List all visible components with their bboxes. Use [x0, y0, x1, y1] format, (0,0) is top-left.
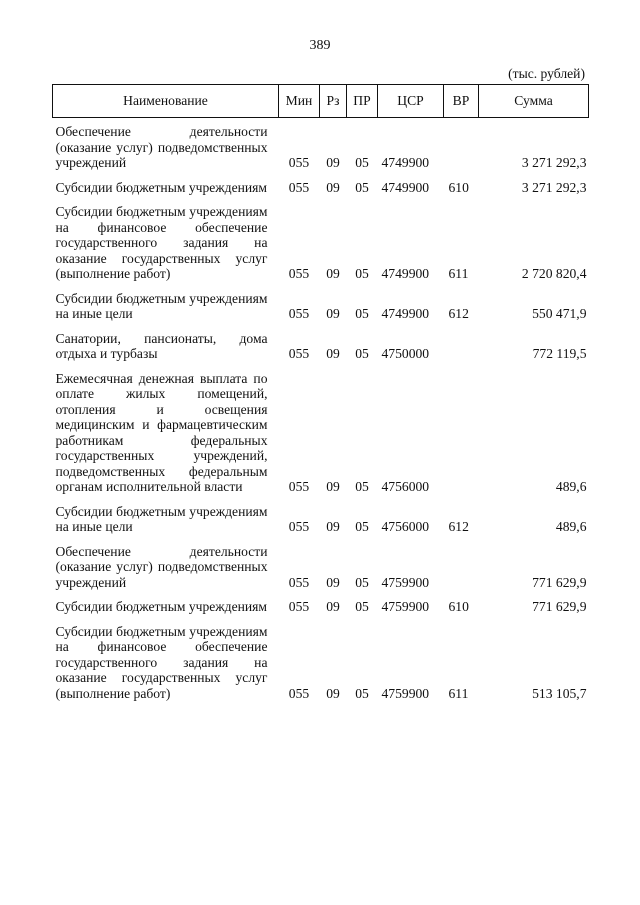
row-rz: 09: [326, 155, 340, 170]
row-min: 055: [288, 479, 310, 494]
row-name-text: Субсидии бюджетным учреждениям: [55, 599, 268, 614]
table-row: [53, 371, 589, 504]
row-csr: 4759900: [381, 685, 430, 701]
row-rz: 09: [326, 479, 340, 494]
row-sum: 3 271 292,3: [521, 155, 587, 170]
row-name: [53, 624, 279, 711]
row-csr: 4750000: [381, 346, 430, 361]
row-min: 055: [288, 179, 310, 195]
row-pr: 05: [355, 685, 369, 701]
row-name-text: Субсидии бюджетным учреждениям на иные цели: [55, 290, 268, 321]
row-vr: 612: [448, 306, 469, 321]
row-pr: 05: [355, 479, 369, 494]
table-row: [53, 331, 589, 371]
row-csr: 4749900: [381, 155, 430, 170]
row-rz: 09: [326, 599, 340, 614]
row-rz: 09: [326, 306, 340, 321]
row-vr: [444, 331, 479, 371]
row-name-text: Обеспечение деятельности (оказание услуг) подведомственных учреждений: [55, 543, 268, 590]
row-name: [53, 118, 279, 180]
row-sum: 3 271 292,3: [521, 179, 587, 195]
row-vr: [444, 544, 479, 600]
table-row: [53, 180, 589, 205]
header-name: Наименование: [53, 85, 279, 118]
row-name-text: Субсидии бюджетным учреждениям на иные цели: [55, 503, 268, 534]
page-number: 389: [309, 38, 331, 53]
row-pr: 05: [355, 155, 369, 170]
row-sum: 771 629,9: [532, 574, 587, 590]
row-csr: 4759900: [381, 574, 430, 590]
row-rz: 09: [326, 346, 340, 361]
row-min: 055: [288, 574, 310, 590]
row-vr: 611: [448, 685, 469, 701]
row-vr: 612: [448, 519, 469, 534]
row-csr: 4756000: [381, 519, 430, 534]
row-sum: 489,6: [555, 519, 587, 534]
row-rz: 09: [326, 266, 340, 281]
table-row: [53, 204, 589, 291]
row-vr: [444, 118, 479, 180]
table-header-row: [53, 85, 589, 118]
row-csr: 4749900: [381, 306, 430, 321]
row-vr: 610: [448, 599, 469, 614]
row-rz: 09: [326, 685, 340, 701]
row-name: [53, 504, 279, 544]
row-pr: 05: [355, 346, 369, 361]
table-row: [53, 544, 589, 600]
table-row: [53, 504, 589, 544]
row-pr: 05: [355, 574, 369, 590]
row-sum: 2 720 820,4: [521, 266, 587, 281]
row-name: [53, 371, 279, 504]
row-vr: 610: [448, 179, 469, 195]
row-name: [53, 204, 279, 291]
row-rz: 09: [326, 574, 340, 590]
row-name-text: Субсидии бюджетным учреждениям на финансовое обеспечение государственного задания на оказание государственных услуг (выполнение работ): [55, 623, 268, 701]
row-min: 055: [288, 519, 310, 534]
header-min: Мин: [279, 85, 320, 118]
row-sum: 772 119,5: [532, 346, 587, 361]
row-rz: 09: [326, 519, 340, 534]
row-rz: 09: [326, 179, 340, 195]
row-pr: 05: [355, 179, 369, 195]
row-name: [53, 331, 279, 371]
table-row: [53, 599, 589, 624]
row-pr: 05: [355, 599, 369, 614]
row-min: 055: [288, 155, 310, 170]
row-name-text: Субсидии бюджетным учреждениям на финансовое обеспечение государственного задания на оказание государственных услуг (выполнение работ): [55, 204, 268, 281]
units-note: (тыс. рублей): [508, 66, 585, 81]
header-sum: Сумма: [479, 85, 589, 118]
row-name: [53, 180, 279, 205]
row-name-text: Субсидии бюджетным учреждениям: [55, 179, 268, 195]
row-sum: 771 629,9: [532, 599, 587, 614]
table-row: [53, 291, 589, 331]
row-pr: 05: [355, 266, 369, 281]
row-sum: 550 471,9: [532, 306, 587, 321]
table-row: [53, 118, 589, 180]
row-name: [53, 291, 279, 331]
row-min: 055: [288, 599, 310, 614]
row-name-text: Санатории, пансионаты, дома отдыха и турбазы: [55, 330, 268, 361]
table-row: [53, 624, 589, 711]
row-csr: 4759900: [381, 599, 430, 614]
budget-table: [52, 84, 589, 710]
header-csr: ЦСР: [378, 85, 444, 118]
row-name: [53, 599, 279, 624]
row-vr: [444, 371, 479, 504]
row-csr: 4749900: [381, 266, 430, 281]
row-min: 055: [288, 306, 310, 321]
row-pr: 05: [355, 306, 369, 321]
row-csr: 4756000: [381, 479, 430, 494]
row-name-text: Обеспечение деятельности (оказание услуг) подведомственных учреждений: [55, 124, 268, 170]
row-min: 055: [288, 346, 310, 361]
header-pr: ПР: [347, 85, 378, 118]
row-name: [53, 544, 279, 600]
row-min: 055: [288, 685, 310, 701]
row-vr: 611: [448, 266, 469, 281]
row-name-text: Ежемесячная денежная выплата по оплате жилых помещений, отопления и освещения медицинским и фармацевтическим работникам федеральных государственных учреждений, подведомственных федеральным органам исполнительной власти: [55, 370, 268, 494]
row-min: 055: [288, 266, 310, 281]
row-sum: 489,6: [555, 479, 587, 494]
header-rz: Рз: [320, 85, 347, 118]
row-pr: 05: [355, 519, 369, 534]
row-csr: 4749900: [381, 179, 430, 195]
header-vr: ВР: [444, 85, 479, 118]
row-sum: 513 105,7: [532, 685, 587, 701]
